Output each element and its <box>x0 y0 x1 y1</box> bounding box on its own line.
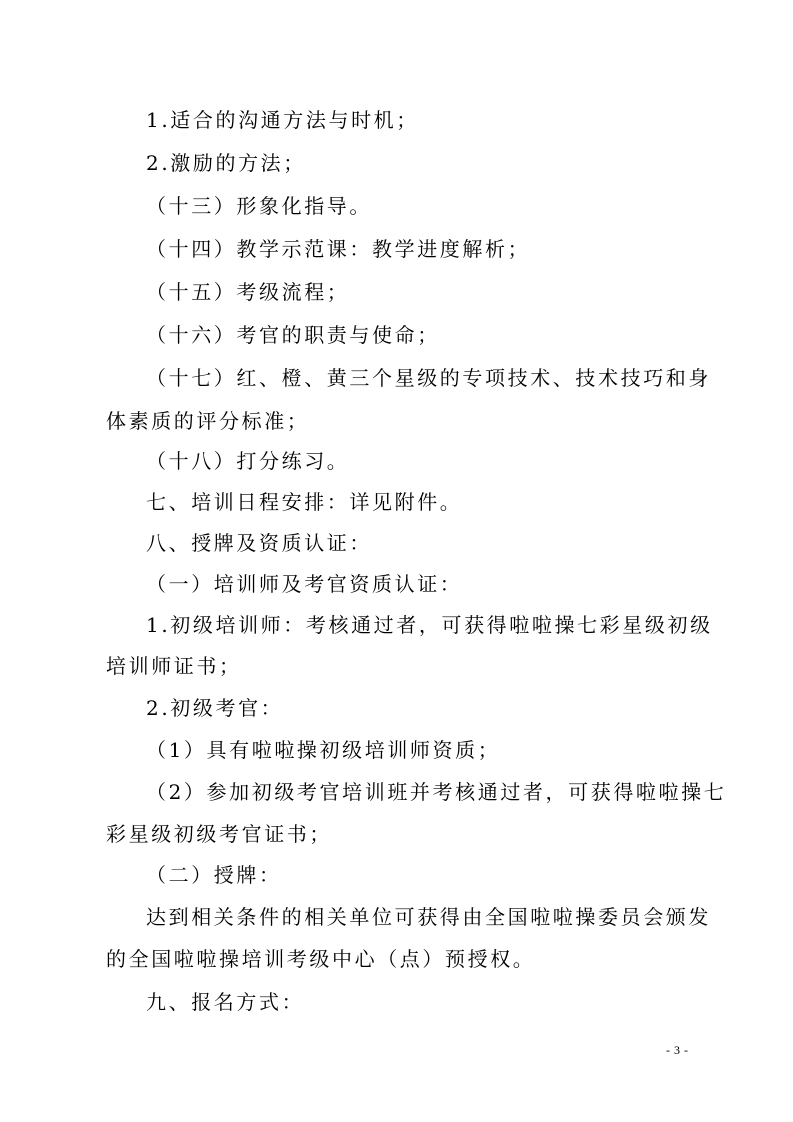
text-line: （二）授牌： <box>146 863 282 887</box>
text-line: （十六）考官的职责与使命； <box>146 323 440 347</box>
text-line: （十八）打分练习。 <box>146 449 350 473</box>
text-line: 九、报名方式： <box>146 990 305 1014</box>
text-line: 的全国啦啦操培训考级中心（点）预授权。 <box>106 947 536 971</box>
text-line: 1.初级培训师：考核通过者，可获得啦啦操七彩星级初级 <box>146 613 713 637</box>
text-line: 培训师证书； <box>106 654 242 678</box>
text-line: （十五）考级流程； <box>146 280 350 304</box>
text-line: 1.适合的沟通方法与时机； <box>146 108 419 132</box>
text-line: 达到相关条件的相关单位可获得由全国啦啦操委员会颁发 <box>146 905 711 929</box>
page-number: - 3 - <box>666 1043 689 1057</box>
text-line: 七、培训日程安排：详见附件。 <box>146 490 463 514</box>
text-line: （十四）教学示范课：教学进度解析； <box>146 237 531 261</box>
text-line: （一）培训师及考官资质认证： <box>146 572 463 596</box>
text-line: 体素质的评分标准； <box>106 409 310 433</box>
text-line: （2）参加初级考官培训班并考核通过者，可获得啦啦操七 <box>146 780 727 804</box>
text-line: 2.初级考官： <box>146 696 284 720</box>
text-line: 八、授牌及资质认证： <box>146 531 372 555</box>
text-line: （十三）形象化指导。 <box>146 194 372 218</box>
text-line: 2.激励的方法； <box>146 151 306 175</box>
text-line: 彩星级初级考官证书； <box>106 822 332 846</box>
text-line: （1）具有啦啦操初级培训师资质； <box>146 738 501 762</box>
text-line: （十七）红、橙、黄三个星级的专项技术、技术技巧和身 <box>146 366 711 390</box>
